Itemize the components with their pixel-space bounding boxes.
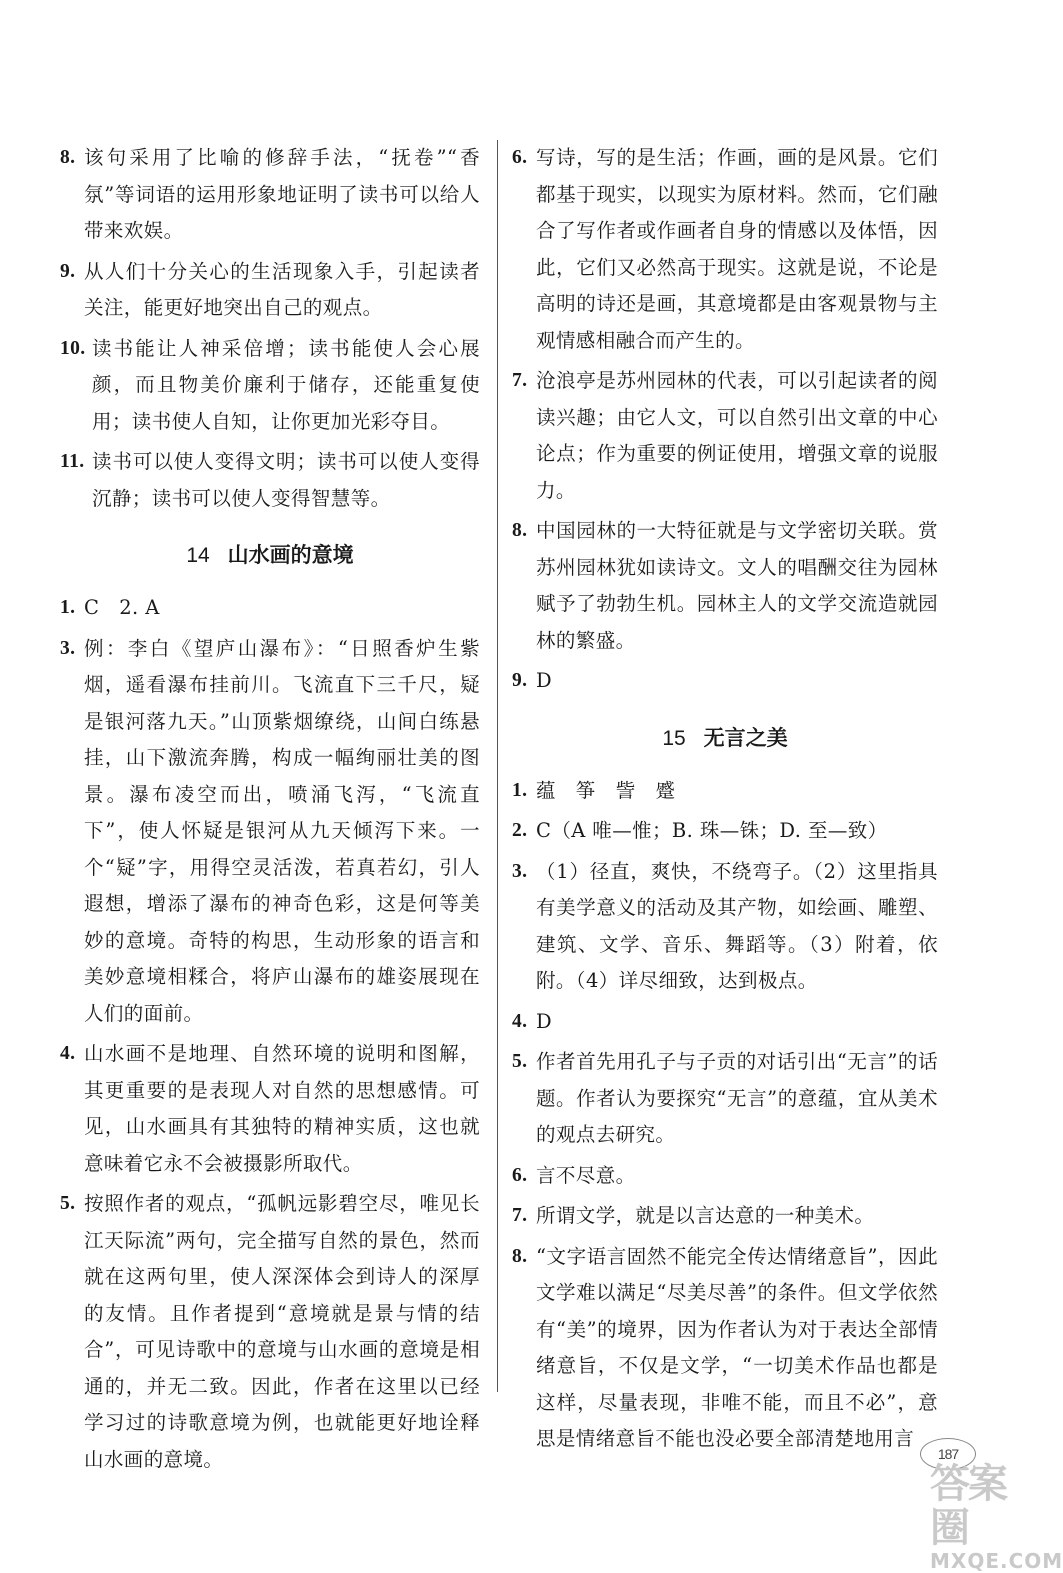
left-column: [60, 140, 480, 1482]
answer-item: [512, 1239, 938, 1458]
answer-item: [60, 444, 480, 517]
answer-item: [60, 254, 480, 327]
item-text: 沧浪亭是苏州园林的代表，可以引起读者的阅读兴趣；由它人文，可以自然引出文章的中心论点；作为重要的例证使用，增强文章的说服力。: [536, 369, 938, 502]
item-text: 所谓文学，就是以言达意的一种美术。: [536, 1204, 875, 1227]
item-text: 该句采用了比喻的修辞手法，“抚卷”“香氛”等词语的运用形象地证明了读书可以给人带来欢娱。: [84, 146, 480, 242]
item-text: 写诗，写的是生活；作画，画的是风景。它们都基于现实，以现实为原材料。然而，它们融合了写作者或作画者自身的情感以及体悟，因此，它们又必然高于现实。这就是说，不论是高明的诗还是画，其意境都是由客观景物与主观情感相融合而产生的。: [536, 146, 938, 352]
answer-item: [512, 663, 938, 700]
item-number: 11.: [60, 451, 85, 472]
item-text: 作者首先用孔子与子贡的对话引出“无言”的话题。作者认为要探究“无言”的意蕴，宜从美术的观点去研究。: [536, 1050, 938, 1146]
item-number: 7.: [512, 1205, 528, 1226]
section-heading: [60, 537, 480, 574]
item-number: 9.: [512, 670, 528, 691]
section-title: 山水画的意境: [227, 543, 354, 567]
section-title: 无言之美: [703, 725, 788, 750]
item-text: 从人们十分关心的生活现象入手，引起读者关注，能更好地突出自己的观点。: [84, 259, 480, 319]
answer-item: [512, 513, 938, 659]
item-number: 3.: [60, 637, 76, 659]
answer-item: [512, 363, 938, 509]
item-text: （1）径直，爽快，不绕弯子。（2）这里指具有美学意义的活动及其产物，如绘画、雕塑、建筑、文学、音乐、舞蹈等。（3）附着，依附。（4）详尽细致，达到极点。: [536, 859, 938, 992]
item-number: 5.: [60, 1193, 76, 1214]
item-number: 5.: [512, 1051, 528, 1072]
item-number: 10.: [60, 337, 86, 359]
item-number: 1.: [60, 597, 76, 618]
answer-item: [512, 1004, 938, 1041]
item-text: 例：李白《望庐山瀑布》：“日照香炉生紫烟，遥看瀑布挂前川。飞流直下三千尺，疑是银河落九天。”山顶紫烟缭绕，山间白练悬挂，山下激流奔腾，构成一幅绚丽壮美的图景。瀑布凌空而出，喷涌飞泻，“飞流直下”，使人怀疑是银河从九天倾泻下来。一个“疑”字，用得空灵活泼，若真若幻，引人遐想，增添了瀑布的神奇色彩，这是何等美妙的意境。奇特的构思，生动形象的语言和美妙意境相糅合，将庐山瀑布的雄姿展现在人们的面前。: [84, 636, 480, 1025]
answer-item: [512, 813, 938, 850]
section-number: 15: [662, 726, 686, 750]
item-text: 读书可以使人变得文明；读书可以使人变得沉静；读书可以使人变得智慧等。: [92, 450, 480, 510]
answer-item: [60, 1186, 480, 1478]
item-number: 8.: [60, 147, 76, 168]
answer-item: [512, 854, 938, 1000]
section-heading: [512, 720, 938, 757]
item-text: D: [536, 1009, 553, 1033]
answer-item: [60, 631, 480, 1033]
item-number: 6.: [512, 1164, 528, 1186]
item-text: C（A 唯—惟；B. 珠—铢；D. 至—致）: [536, 819, 888, 842]
answer-item: [512, 1044, 938, 1154]
item-text: 按照作者的观点，“孤帆远影碧空尽，唯见长江天际流”两句，完全描写自然的景色，然而就在这两句里，使人深深体会到诗人的深厚的友情。且作者提到“意境就是景与情的结合”，可见诗歌中的意境与山水画的意境是相通的，并无二致。因此，作者在这里以已经学习过的诗歌意境为例，也就能更好地诠释山水画的意境。: [84, 1192, 480, 1471]
item-text: D: [536, 669, 553, 692]
watermark-text: 答案圈: [930, 1461, 1006, 1551]
watermark-logo: [930, 1461, 1063, 1573]
item-text: 言不尽意。: [536, 1163, 636, 1187]
item-text: 中国园林的一大特征就是与文学密切关联。赏苏州园林犹如读诗文。文人的唱酬交往为园林赋予了勃勃生机。园林主人的文学交流造就园林的繁盛。: [536, 519, 938, 652]
answer-item: [60, 140, 480, 250]
item-number: 1.: [512, 779, 528, 801]
answer-item: [60, 590, 480, 627]
item-text: 蕴 筝 訾 蹙: [536, 778, 676, 802]
page-number: 187: [920, 1438, 976, 1470]
item-number: 3.: [512, 860, 528, 882]
item-number: 8.: [512, 1245, 528, 1267]
item-text: 读书能让人神采倍增；读书能使人会心展颜，而且物美价廉利于储存，还能重复使用；读书使人自知，让你更加光彩夺目。: [92, 336, 480, 433]
item-number: 4.: [512, 1010, 528, 1032]
column-divider: [497, 140, 498, 1392]
answer-item: [60, 331, 480, 441]
item-number: 7.: [512, 370, 528, 391]
answer-item: [512, 1198, 938, 1235]
answer-item: [60, 1036, 480, 1182]
item-number: 4.: [60, 1043, 76, 1064]
answer-item: [512, 1158, 938, 1195]
item-number: 6.: [512, 147, 528, 168]
item-number: 9.: [60, 260, 76, 282]
item-text: “文字语言固然不能完全传达情绪意旨”，因此文学难以满足“尽美尽善”的条件。但文学依然有“美”的境界，因为作者认为对于表达全部情绪意旨，不仅是文学，“一切美术作品也都是这样，尽量表现，非唯不能，而且不必”，意思是情绪意旨不能也没必要全部清楚地用言: [536, 1244, 938, 1450]
section-number: 14: [186, 544, 210, 567]
item-text: 山水画不是地理、自然环境的说明和图解，其更重要的是表现人对自然的思想感情。可见，山水画具有其独特的精神实质，这也就意味着它永不会被摄影所取代。: [84, 1042, 480, 1175]
watermark-domain: MXQE.COM: [930, 1549, 1063, 1573]
item-text: C 2. A: [84, 596, 160, 619]
answer-item: [512, 140, 938, 359]
answer-item: [512, 773, 938, 810]
item-number: 8.: [512, 520, 528, 541]
right-column: [512, 140, 938, 1462]
item-number: 2.: [512, 820, 528, 841]
